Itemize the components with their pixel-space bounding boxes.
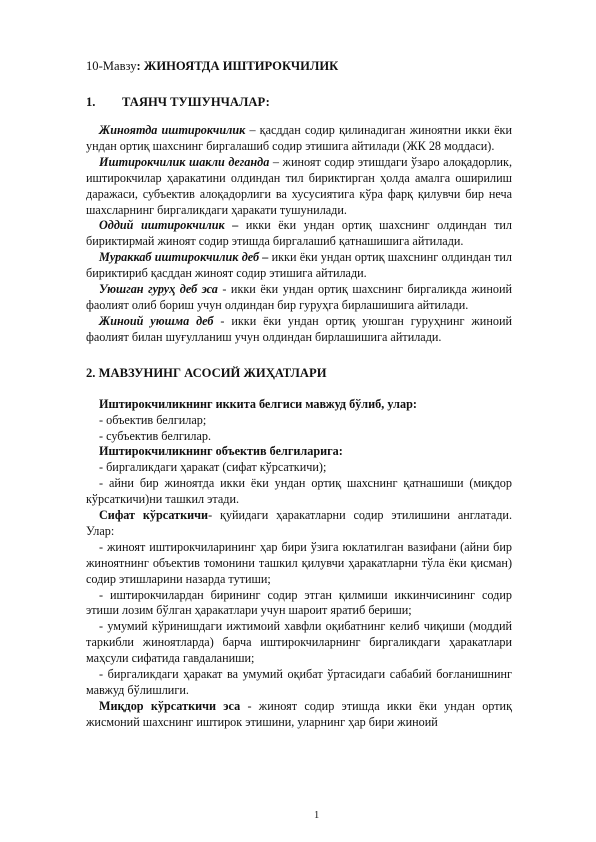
quality-item: - умумий кўринишдаги ижтимоий хавфли оқибатнинг келиб чиқиши (моддий таркибли жиноятларда) барча иштирокчиларнинг биргаликдаги ҳаракатлари маҳсули сифатида гавдаланиши; — [86, 619, 512, 666]
page-number: 1 — [314, 810, 320, 821]
definition-paragraph — [86, 282, 512, 314]
quality-term: Сифат кўрсаткичи — [99, 508, 209, 523]
topic-colon: : — [136, 59, 141, 73]
signs-intro: Иштирокчиликнинг иккита белгиси мавжуд бўлиб, улар: — [99, 396, 417, 411]
quality-paragraph — [86, 508, 512, 540]
definition-term: Жиноий уюшма деб — [99, 313, 214, 328]
quantity-text: - жиноят содир этишда икки ёки ундан ортиқ жисмоний шахснинг иштирок этишини, уларнинг ҳар бири жиноий — [86, 698, 512, 729]
topic-prefix: 10-Мавзу — [86, 59, 137, 73]
quality-item: - жиноят иштирокчиларининг ҳар бири ўзига юклатилган вазифани (айни бир жиноятнинг объектив томонини ташкил қилувчи ҳаракатларни тўла ёки қисман) содир этишларини назарда тутиши; — [86, 539, 512, 586]
section-1-heading — [86, 94, 512, 110]
sign-item: - объектив белгилар; — [99, 412, 207, 427]
section-2-heading: 2. МАВЗУНИНГ АСОСИЙ ЖИҲАТЛАРИ — [86, 365, 327, 380]
definition-text: икки ёки ундан ортиқ шахснинг олдиндан тил бириктирмай жиноят содир этишда биргалашиб қатнашишига айтилади. — [86, 218, 512, 249]
definition-paragraph — [86, 155, 512, 219]
definition-term: Иштирокчилик шакли деганда — [99, 154, 270, 169]
definition-paragraph — [86, 218, 512, 250]
definition-paragraph — [86, 123, 512, 155]
quality-item: - иштирокчилардан бирининг содир этган қилмиши иккинчисининг содир этиши лозим бўлган ҳаракатлари учун шароит яратиб бериши; — [86, 587, 512, 618]
definition-paragraph — [86, 314, 512, 346]
definition-term: Уюшган гуруҳ деб эса — [99, 282, 218, 297]
quantity-paragraph — [86, 699, 512, 731]
definition-text: – жиноят содир этишдаги ўзаро алоқадорлик, иштирокчилар ҳаракатини олдиндан тил бириктирган ҳолда амалга оширилиш даражаси, субъектив алоқадорлиги ва хусусиятига кўра фарқ қилувчи бир неча шахсларнинг биргаликдаги ҳаракати тушунилади. — [86, 154, 512, 217]
definition-term: Мураккаб иштирокчилик деб – — [99, 250, 269, 265]
objective-heading: Иштирокчиликнинг объектив белгиларига: — [99, 444, 343, 459]
definition-term: Жиноятда иштирокчилик — [99, 123, 246, 137]
definition-text: - икки ёки ундан ортиқ шахснинг биргаликда жиноий фаолият олиб бориш учун олдиндан бир гуруҳга бирлашишига айтилади. — [86, 282, 512, 312]
sign-item: - субъектив белгилар. — [99, 428, 211, 443]
objective-item: - айни бир жиноятда икки ёки ундан ортиқ шахснинг қатнашиши (миқдор кўрсаткичи)ни ташкил этади. — [86, 476, 512, 507]
definition-term: Оддий иштирокчилик – — [99, 218, 239, 233]
quality-text: - қуйидаги ҳаракатларни содир этилишини англатади. Улар: — [86, 508, 512, 538]
document-page — [86, 54, 512, 731]
definition-text: - икки ёки ундан ортиқ уюшган гуруҳнинг жиноий фаолият билан шуғулланиш учун олдиндан бирлашишига айтилади. — [86, 313, 512, 344]
topic-name: ЖИНОЯТДА ИШТИРОКЧИЛИК — [140, 59, 339, 73]
definition-paragraph — [86, 250, 512, 282]
section-1-number: 1. — [86, 95, 96, 109]
topic-title — [86, 58, 512, 74]
definition-text: икки ёки ундан ортиқ шахснинг олдиндан тил бириктириб қасддан жиноят содир этишига айтилади. — [86, 250, 512, 281]
objective-item: - биргаликдаги ҳаракат (сифат кўрсаткичи); — [99, 460, 327, 475]
section-1-title: ТАЯНЧ ТУШУНЧАЛАР: — [122, 95, 270, 109]
quantity-term: Миқдор кўрсаткичи эса — [99, 698, 241, 713]
definition-text: – қасддан содир қилинадиган жиноятни икки ёки ундан ортиқ шахснинг биргалашиб содир этишига айтилади (ЖК 28 моддаси). — [86, 123, 512, 153]
quality-item: - биргаликдаги ҳаракат ва умумий оқибат ўртасидаги сабабий боғланишнинг мавжуд бўлишлиги. — [86, 667, 512, 697]
